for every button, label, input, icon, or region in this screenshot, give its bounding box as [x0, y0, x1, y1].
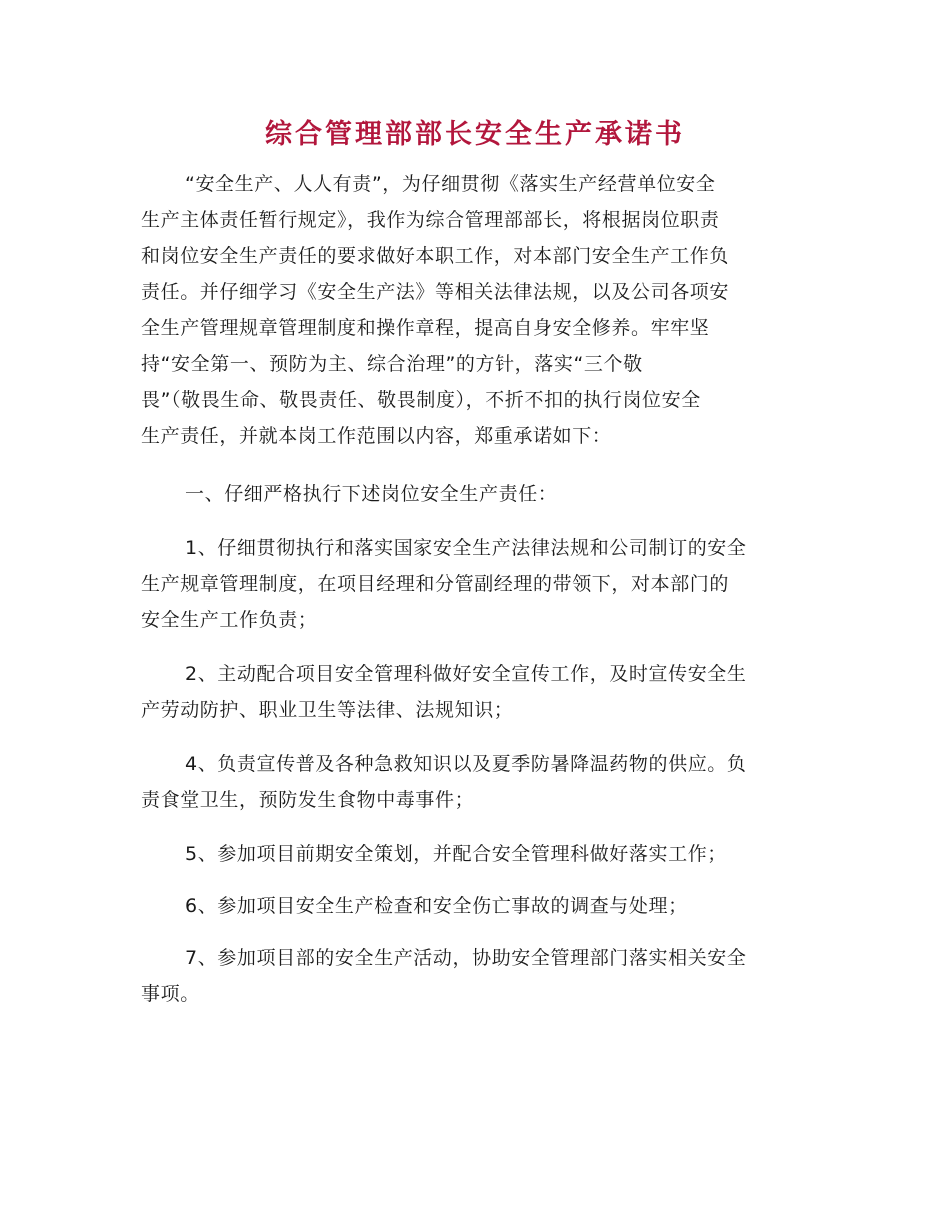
text-line: 责食堂卫生，预防发生食物中毒事件；: [141, 789, 475, 811]
text-line: 1、仔细贯彻执行和落实国家安全生产法律法规和公司制订的安全: [185, 537, 747, 559]
text-line: 7、参加项目部的安全生产活动，协助安全管理部门落实相关安全: [185, 947, 747, 969]
text-line: 产劳动防护、职业卫生等法律、法规知识；: [141, 699, 514, 721]
list-item: [141, 656, 809, 728]
list-item: [141, 888, 809, 924]
text-line: “安全生产、人人有责”，为仔细贯彻《落实生产经营单位安全: [185, 173, 716, 195]
intro-paragraph: [141, 166, 809, 454]
list-item: [141, 836, 809, 872]
text-line: 生产规章管理制度，在项目经理和分管副经理的带领下，对本部门的: [141, 573, 730, 595]
text-line: 畏”（敬畏生命、敬畏责任、敬畏制度），不折不扣的执行岗位安全: [141, 389, 701, 411]
text-line: 责任。并仔细学习《安全生产法》等相关法律法规，以及公司各项安: [141, 281, 730, 303]
text-line: 和岗位安全生产责任的要求做好本职工作，对本部门安全生产工作负: [141, 245, 730, 267]
text-line: 6、参加项目安全生产检查和安全伤亡事故的调查与处理；: [185, 895, 688, 917]
text-line: 事项。: [141, 983, 200, 1005]
text-line: 一、仔细严格执行下述岗位安全生产责任：: [185, 483, 558, 505]
list-item: [141, 530, 809, 638]
text-line: 持“安全第一、预防为主、综合治理”的方针，落实“三个敬: [141, 353, 643, 375]
text-line: 全生产管理规章管理制度和操作章程，提高自身安全修养。牢牢坚: [141, 317, 710, 339]
section-heading: [141, 476, 809, 512]
document-title: 综合管理部部长安全生产承诺书: [265, 119, 685, 150]
text-line: 5、参加项目前期安全策划，并配合安全管理科做好落实工作；: [185, 843, 727, 865]
list-item: [141, 746, 809, 818]
list-item: [141, 940, 809, 1012]
text-line: 2、主动配合项目安全管理科做好安全宣传工作，及时宣传安全生: [185, 663, 747, 685]
text-line: 生产主体责任暂行规定》，我作为综合管理部部长，将根据岗位职责: [141, 209, 720, 231]
text-line: 4、负责宣传普及各种急救知识以及夏季防暑降温药物的供应。负: [185, 753, 747, 775]
text-line: 生产责任，并就本岗工作范围以内容，郑重承诺如下：: [141, 425, 612, 447]
text-line: 安全生产工作负责；: [141, 609, 318, 631]
